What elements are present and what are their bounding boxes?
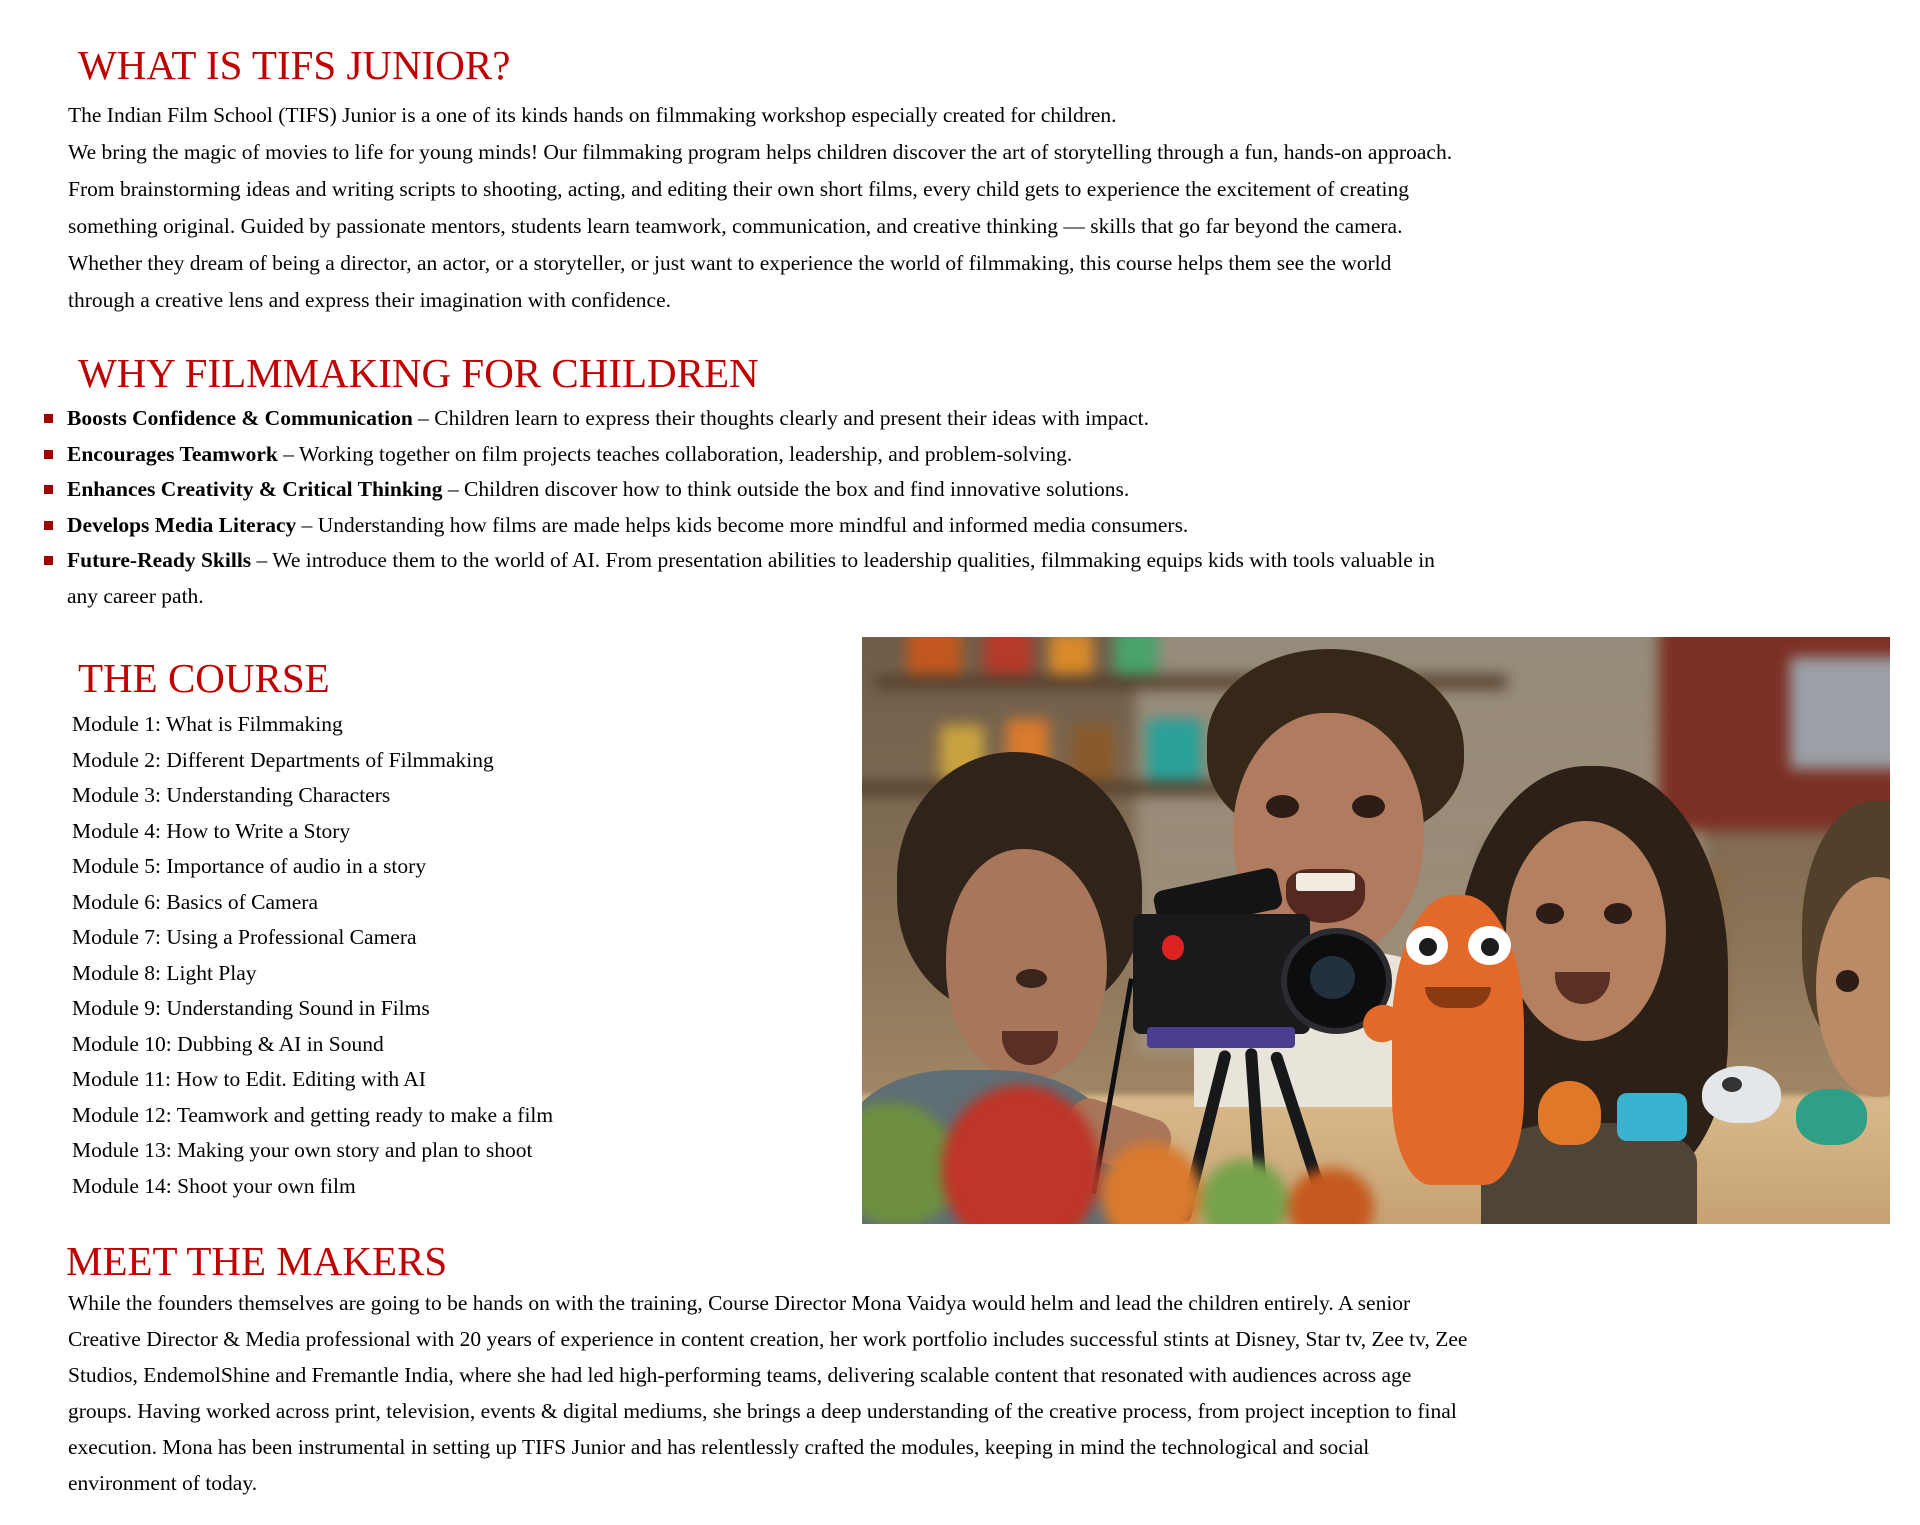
heading-what-is-tifs-junior: WHAT IS TIFS JUNIOR? xyxy=(78,42,511,88)
what-paragraph-line1: The Indian Film School (TIFS) Junior is a one of its kinds hands on filmmaking workshop especially created for children. xyxy=(68,103,1117,127)
bullet-text: – Children learn to express their thoughts clearly and present their ideas with impact. xyxy=(412,406,1149,430)
bullet-item xyxy=(44,508,1444,544)
photo-jar xyxy=(1049,637,1093,675)
photo-vegetable-carrot xyxy=(1288,1168,1374,1224)
photo-girl-right-eye-left xyxy=(1536,903,1564,924)
module-item: Module 5: Importance of audio in a story xyxy=(72,854,427,878)
photo-girl-right-eye-right xyxy=(1604,903,1632,924)
module-list xyxy=(72,707,553,1204)
bullet-text: – Working together on film projects teaches collaboration, leadership, and problem-solving. xyxy=(277,441,1073,466)
photo-vegetable-lime xyxy=(1201,1159,1287,1224)
photo-camera-lens-glass xyxy=(1310,956,1354,998)
bullet-text: – We introduce them to the world of AI. From presentation abilities to leadership qualities, filmmaking equips kids with tools valuable in any career path. xyxy=(67,548,1435,608)
makers-paragraph: While the founders themselves are going to be hands on with the training, Course Director Mona Vaidya would helm and lead the children entirely. A senior Creative Director & Media professional with 20 years of experience in content creation, her work portfolio includes successful stints at Disney, Star tv, Zee tv, Zee Studios, EndemolShine and Fremantle India, where she had led high-performing teams, delivering scalable content that resonated with audiences across age groups. Having worked across print, television, events & digital mediums, she brings a deep understanding of the creative process, from project inception to final execution. Mona has been instrumental in setting up TIFS Junior and has relentlessly crafted the modules, keeping in mind the technological and social environment of today. xyxy=(68,1291,1468,1495)
photo-vegetable-tomato xyxy=(942,1085,1100,1224)
module-item: Module 12: Teamwork and getting ready to make a film xyxy=(72,1102,554,1127)
photo-clay-figure-pupil-left xyxy=(1419,938,1437,956)
bullet-item xyxy=(44,472,1444,508)
module-item: Module 10: Dubbing & AI in Sound xyxy=(72,1031,384,1056)
bullet-square-icon xyxy=(44,414,53,423)
bullet-title: Enhances Creativity & Critical Thinking xyxy=(67,477,443,501)
module-item: Module 8: Light Play xyxy=(72,960,257,985)
bullet-item xyxy=(44,543,1444,614)
module-item: Module 9: Understanding Sound in Films xyxy=(72,996,430,1020)
module-item: Module 13: Making your own story and plan to shoot xyxy=(72,1138,533,1162)
photo-jar xyxy=(907,637,961,675)
photo-toy-white-figure xyxy=(1702,1066,1780,1122)
what-paragraph-body: We bring the magic of movies to life for young minds! Our filmmaking program helps children discover the art of storytelling through a fun, hands-on approach. From brainstorming ideas and writing scripts to shooting, acting, and editing their own short films, every child gets to experience the excitement of creating something original. Guided by passionate mentors, students learn teamwork, communication, and creative thinking — skills that go far beyond the camera. Whether they dream of being a director, an actor, or a storyteller, or just want to experience the world of filmmaking, this course helps them see the world through a creative lens and express their imagination with confidence. xyxy=(68,140,1453,312)
bullet-title: Boosts Confidence & Communication xyxy=(67,406,413,430)
heading-the-course: THE COURSE xyxy=(78,655,330,701)
module-item: Module 7: Using a Professional Camera xyxy=(72,925,417,949)
bullet-square-icon xyxy=(44,450,53,459)
photo-jar xyxy=(984,637,1033,675)
heading-meet-the-makers: MEET THE MAKERS xyxy=(66,1238,448,1284)
photo-camera-record-light xyxy=(1162,935,1184,960)
photo-child-far-right-eye xyxy=(1836,970,1859,991)
bullet-text: – Understanding how films are made helps kids become more mindful and informed media consumers. xyxy=(296,512,1189,537)
bullet-item xyxy=(44,437,1444,473)
photo-toy-blue-car xyxy=(1617,1093,1687,1142)
photo-boy-center-eye-right xyxy=(1352,795,1385,818)
photo-vegetable-pepper xyxy=(1101,1142,1202,1224)
bullet-title: Encourages Teamwork xyxy=(67,441,278,466)
bullet-title: Future-Ready Skills xyxy=(67,548,252,572)
heading-why-filmmaking: WHY FILMMAKING FOR CHILDREN xyxy=(78,350,759,396)
bullet-text: – Children discover how to think outside the box and find innovative solutions. xyxy=(442,477,1130,501)
photo-foreground-vegetables xyxy=(862,1071,1561,1224)
why-bullet-list xyxy=(44,401,1444,614)
bullet-square-icon xyxy=(44,485,53,494)
bullet-item xyxy=(44,401,1444,437)
module-item: Module 3: Understanding Characters xyxy=(72,783,391,807)
module-item: Module 4: How to Write a Story xyxy=(72,818,351,843)
photo-tripod-mount xyxy=(1147,1027,1295,1048)
course-photo xyxy=(862,637,1890,1224)
module-item: Module 2: Different Departments of Filmmaking xyxy=(72,747,494,772)
bullet-square-icon xyxy=(44,556,53,565)
bullet-title: Develops Media Literacy xyxy=(67,512,297,537)
photo-microwave xyxy=(1790,657,1890,769)
bullet-square-icon xyxy=(44,521,53,530)
module-item: Module 1: What is Filmmaking xyxy=(72,712,343,736)
what-paragraph xyxy=(68,97,1463,319)
photo-jar xyxy=(1114,637,1158,675)
module-item: Module 11: How to Edit. Editing with AI xyxy=(72,1067,426,1091)
module-item: Module 6: Basics of Camera xyxy=(72,889,319,914)
photo-toy-teal-figure xyxy=(1796,1089,1866,1145)
module-item: Module 14: Shoot your own film xyxy=(72,1173,356,1198)
